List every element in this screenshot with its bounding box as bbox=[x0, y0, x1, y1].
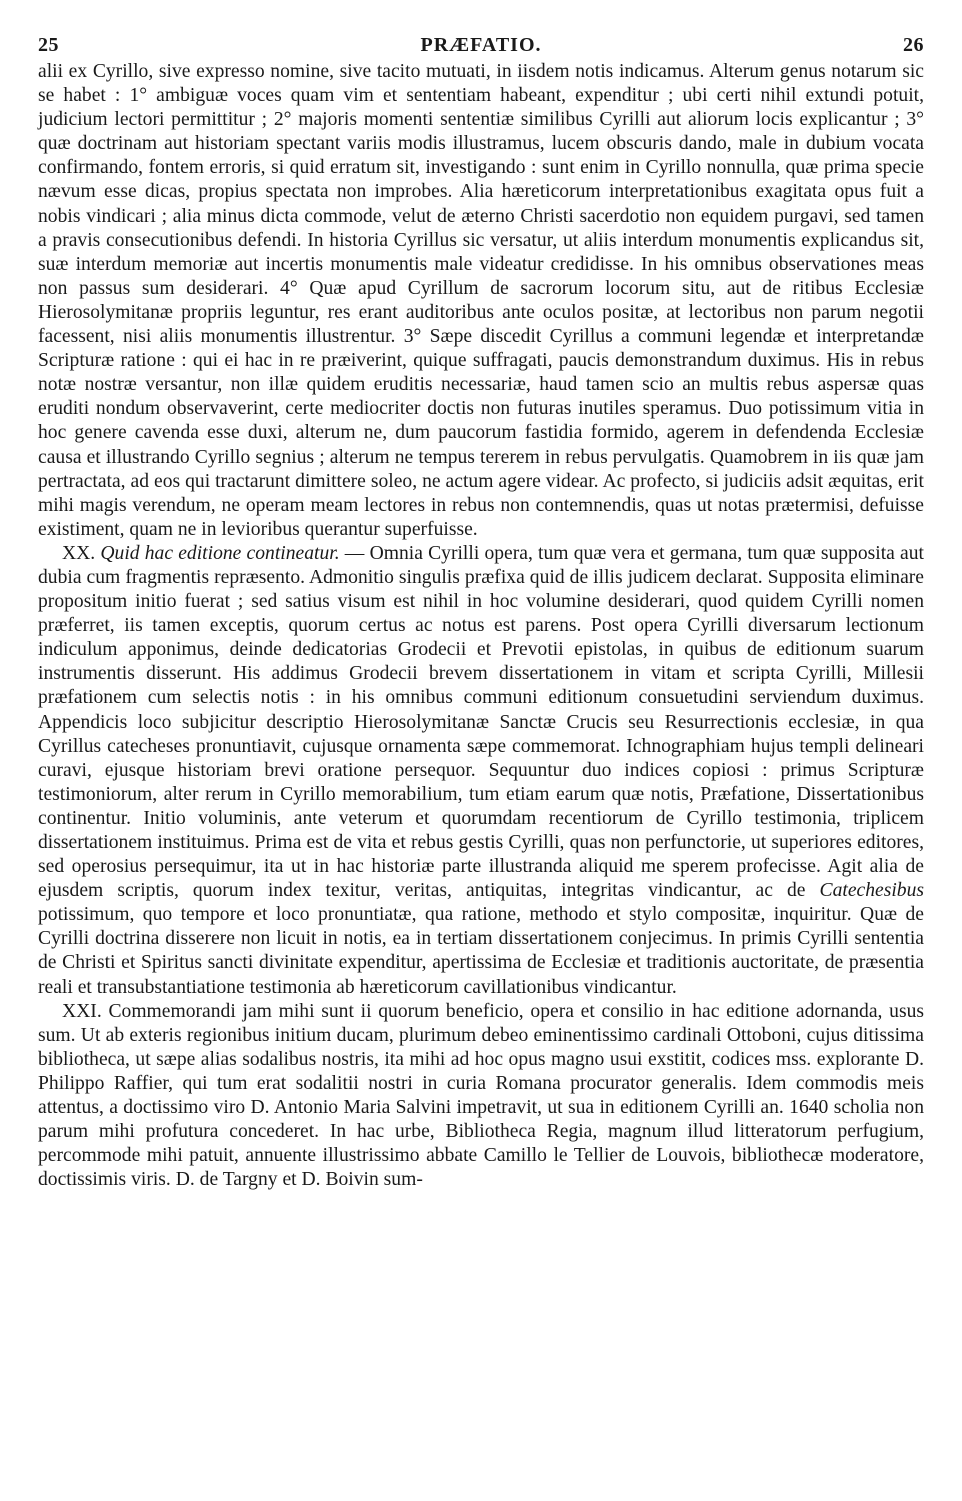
section-text-continued: potissimum, quo tempore et loco pronuntiatæ, qua ratione, methodo et stylo compositæ, inquiritur. Quæ de Cyrilli doctrina disserere non licuit in notis, ea in tertiam dissertationem conjecimus. In primis Cyrilli sententia de Christi et Spiritus sancti divinitate expenditur, apertissima de Ecclesiæ et traditionis auctoritate, de præsentia reali et transubstantiatione testimonia ab hæreticorum cavillationibus vindicantur. bbox=[38, 904, 924, 998]
page-number-left: 25 bbox=[38, 34, 59, 56]
section-text: Commemorandi jam mihi sunt ii quorum beneficio, opera et consilio in hac editione adornanda, usus sum. Ut ab exteris regionibus initium ducam, plurimum debeo eminentissimo cardinali Ottoboni, cujus ditissima bibliotheca, ut sæpe alias sodalibus nostris, ita mihi ad hoc opus magno usui exstitit, codices mss. explorante D. Philippo Raffier, qui tum erat sodalitii nostri in curia Romana procurator generalis. Idem commodis meis attentus, a doctissimo viro D. Antonio Maria Salvini impetravit, ut sua in editionem Cyrilli an. 1640 scholia non parum mihi profutura concederet. In hac urbe, Bibliotheca Regia, magnum illud litteratorum perfugium, percommode mihi patuit, annuente illustrissimo abbate Camillo le Tellier de Louvois, bibliothecæ moderatore, doctissimis viris. D. de Targny et D. Boivin sum- bbox=[38, 1000, 924, 1191]
section-title: Quid hac editione contineatur. bbox=[100, 542, 340, 564]
section-number: XX. bbox=[62, 542, 96, 564]
paragraph-continuation bbox=[38, 60, 924, 542]
section-number: XXI. bbox=[62, 1000, 102, 1022]
running-head bbox=[38, 30, 924, 60]
section-xx bbox=[38, 542, 924, 1000]
page-number-right: 26 bbox=[903, 34, 924, 56]
paragraph-text: alii ex Cyrillo, sive expresso nomine, sive tacito mutuati, in iisdem notis indicamus. Alterum genus notarum sic se habet : 1° ambiguæ voces quam vim et sententiam habeant, expenditur ; ubi certi nihil extundi potuit, judicium lectori permittitur ; 2° majoris momenti sententiæ similibus Cyrilli aut aliorum locis explicantur ; 3° quæ doctrinam aut historiam spectant variis modis illustramus, lucem obscuris dando, male in dubium vocata confirmando, fontem erroris, si quid erratum sit, investigando : sunt enim in Cyrillo nonnulla, quæ prima specie nævum esse dicas, propius spectata non improbes. Alia hæreticorum interpretationibus exagitata opus fuit a nobis vindicari ; alia minus dicta commode, velut de æterno Christi sacerdotio non equidem purgavi, sed tamen a pravis consecutionibus defendi. In historia Cyrillus sic versatur, ut aliis interdum monumentis explicandus sit, suæ interdum memoriæ aut incertis monumentis male videatur credidisse. In his omnibus observationes meas non passus sum desiderari. 4° Quæ apud Cyrillum de sacrorum locorum situ, aut de ritibus Ecclesiæ Hierosolymitanæ propriis leguntur, res erant auditoribus ante oculos positæ, at lectoribus non parum negotii facessent, nisi aliis monumentis illustrentur. 3° Sæpe discedit Cyrillus a communi legendæ et interpretandæ Scripturæ ratione : qui ei hac in re præiverint, quique suffragati, paucis demonstrandum duximus. His in rebus notæ nostræ versantur, non illæ quidem eruditis necessariæ, haud tamen scio an multis rebus aspersæ quas eruditi nondum observaverint, certe mediocriter doctis non futuras inutiles speramus. Duo potissimum vitia in hoc genere cavenda esse duxi, alterum ne, dum paucorum fastidia formido, agerem in defendenda Ecclesiæ causa et illustrando Cyrillo segnius ; alterum ne tempus tererem in rebus pervulgatis. Quamobrem in iis quæ jam pertractata, ad eos qui tractarunt dimittere soleo, ne actum agere videar. Ac profecto, si judiciis adsit æquitas, erit mihi magis verendum, ne operam meam lectores in rebus non contemnendis, quas ut notas prætermisi, defuisse existiment, quam ne in levioribus querantur superfuisse. bbox=[38, 61, 924, 540]
section-xxi bbox=[38, 1000, 924, 1193]
section-text: — Omnia Cyrilli opera, tum quæ vera et germana, tum quæ supposita aut dubia cum fragmentis repræsento. Admonitio singulis præfixa quid de illis judicem declarat. Supposita eliminare propositum initio fuerat ; sed satius visum est nihil in hoc volumine desiderari, quod quidem Cyrilli nomen præferret, iis tamen exceptis, quorum certus ac notus est parens. Post opera Cyrilli diversarum lectionum indiculum apponimus, deinde dedicatorias Grodecii et Prevotii epistolas, in quibus de editionum suarum instrumentis disserunt. His addimus Grodecii brevem dissertationem in vitam et scripta Cyrilli, Millesii præfationem cum selectis notis : in his omnibus communi editionum consuetudini serviendum duximus. Appendicis loco subjicitur descriptio Hierosolymitanæ Sanctæ Crucis seu Resurrectionis ecclesiæ, in qua Cyrillus catecheses pronuntiavit, cujusque ornamenta sæpe commemorat. Ichnographiam hujus templi delineari curavi, ejusque historiam brevi oratione persequor. Sequuntur duo indices copiosi : primus Scripturæ testimoniorum, alter rerum in Cyrillo memorabilium, tum etiam earum quæ notis, Præfatione, Dissertationibus continentur. Initio voluminis, ante veterum et quorumdam recentiorum de Cyrillo testimonia, triplicem dissertationem instituimus. Prima est de vita et rebus gestis Cyrilli, quas non perfunctorie, ut superiores editores, sed operosius persequimur, ita ut in hac historiæ parte illustranda aliquid me sperem profecisse. Agit alia de ejusdem scriptis, quorum index texitur, veritas, antiquitas, integritas vindicantur, ac de bbox=[38, 542, 924, 902]
italic-term: Catechesibus bbox=[819, 880, 924, 902]
page-title: PRÆFATIO. bbox=[420, 34, 542, 56]
